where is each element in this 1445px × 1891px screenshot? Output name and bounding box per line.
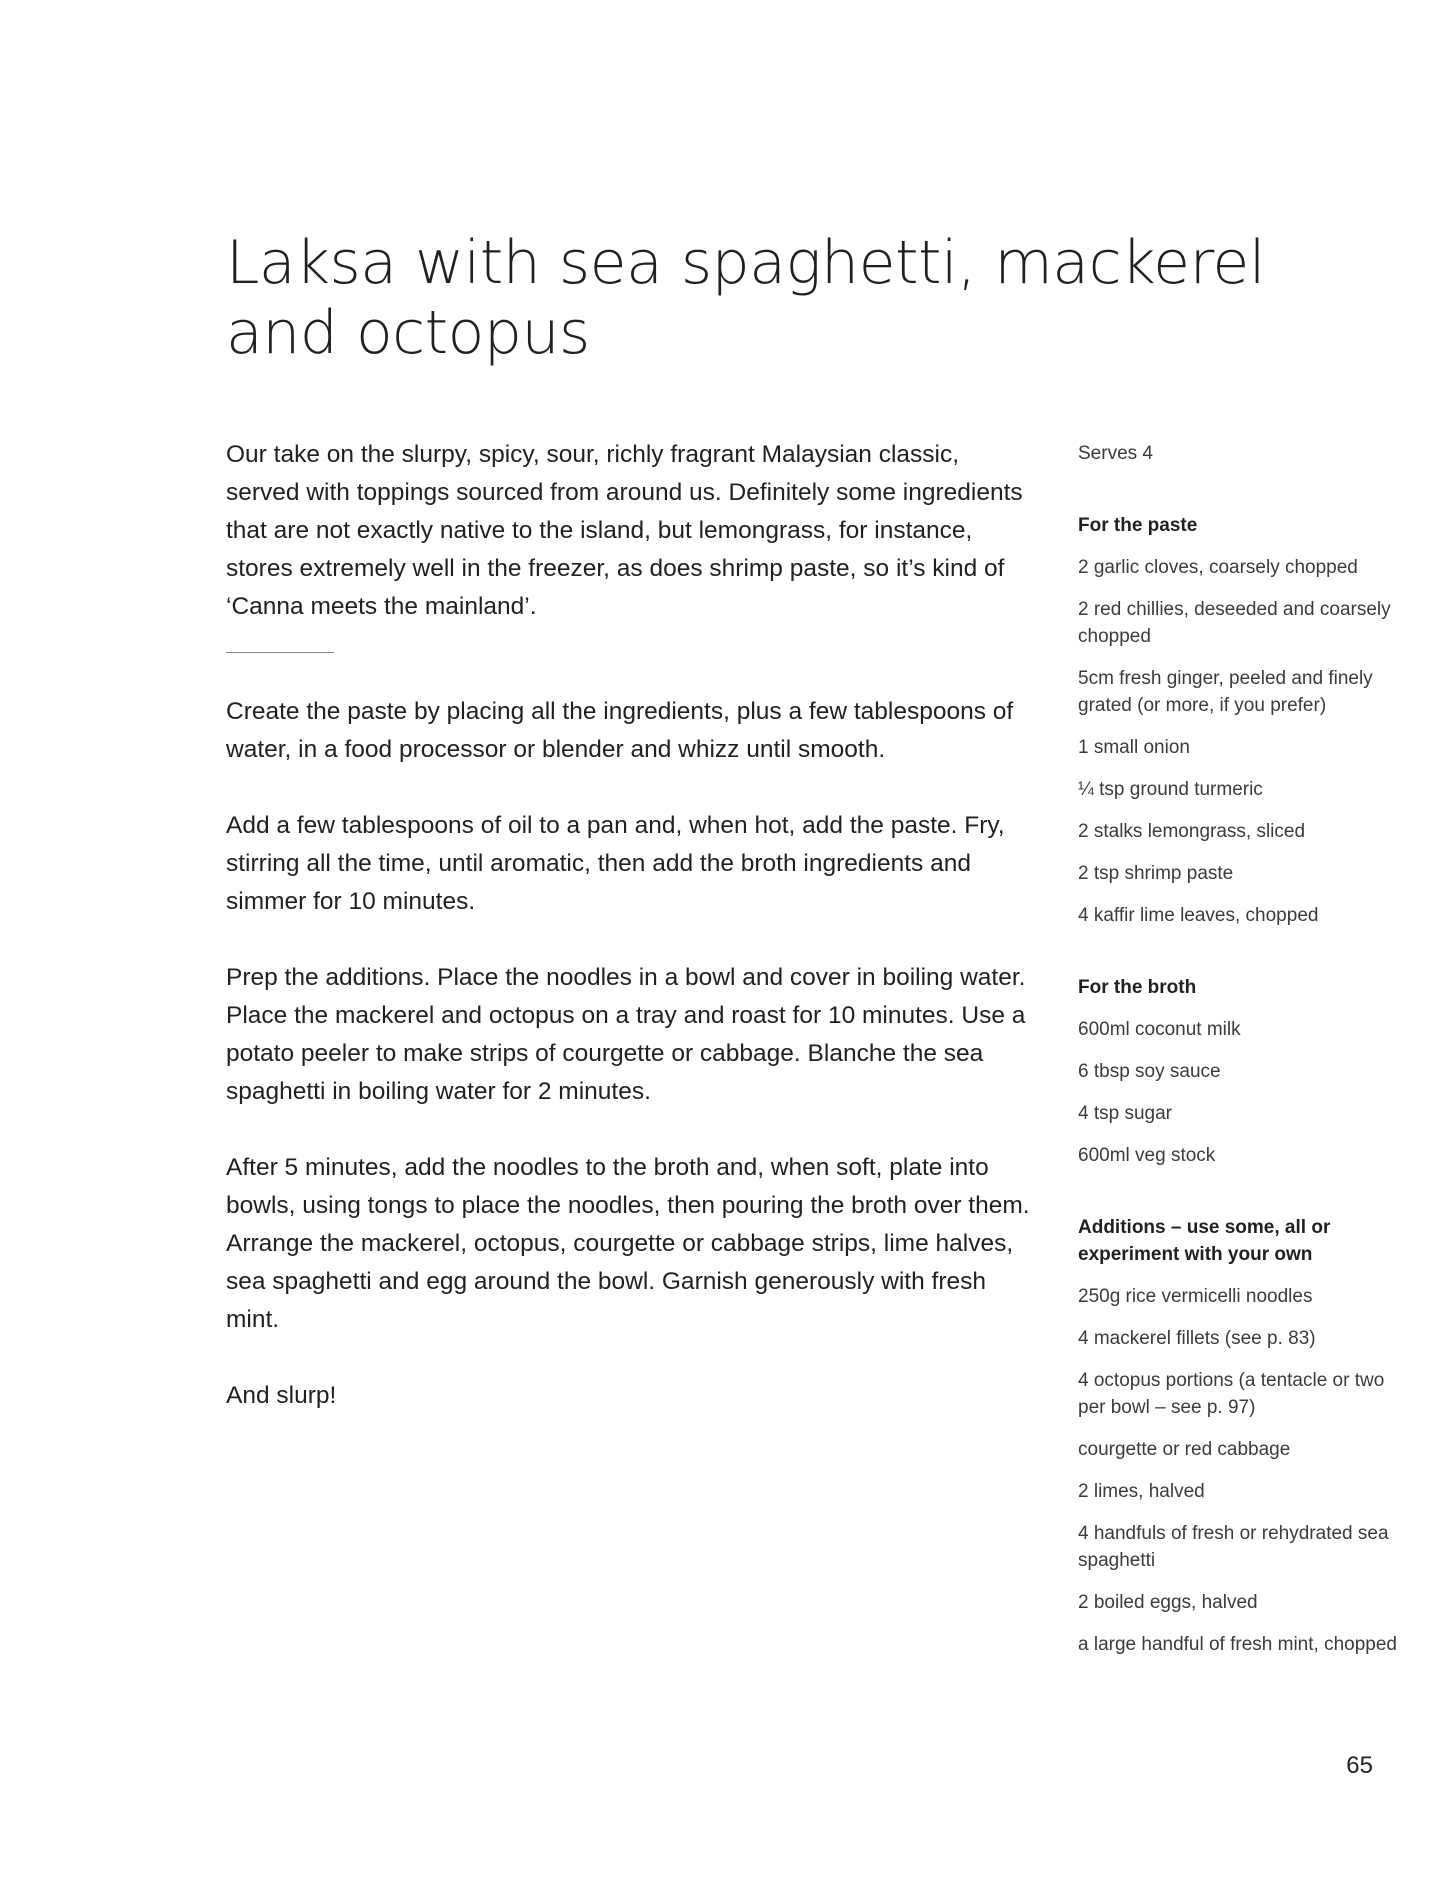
ingredient-item: 4 mackerel fillets (see p. 83) bbox=[1078, 1328, 1316, 1349]
serves-count: Serves 4 bbox=[1078, 443, 1153, 464]
ingredients-column bbox=[1078, 440, 1398, 1703]
additions-heading: Additions – use some, all or experiment with your own bbox=[1078, 1217, 1331, 1265]
intro-paragraph: Our take on the slurpy, spicy, sour, richly fragrant Malaysian classic, served with toppings sourced from around us. Definitely some ingredients that are not exactly native to the island, but lemongrass, for instance, stores extremely well in the freezer, as does shrimp paste, so it’s kind of ‘Canna meets the mainland’. bbox=[226, 441, 1023, 620]
method-step-3: Prep the additions. Place the noodles in a bowl and cover in boiling water. Place the mackerel and octopus on a tray and roast for 10 minutes. Use a potato peeler to make strips of courgette or cabbage. Blanche the sea spaghetti in boiling water for 2 minutes. bbox=[226, 964, 1026, 1105]
ingredient-item: 600ml coconut milk bbox=[1078, 1019, 1241, 1040]
ingredient-item: 4 kaffir lime leaves, chopped bbox=[1078, 905, 1319, 926]
recipe-title-line-2: and octopus bbox=[226, 298, 590, 368]
ingredient-item: 250g rice vermicelli noodles bbox=[1078, 1286, 1313, 1307]
ingredient-item: 2 garlic cloves, coarsely chopped bbox=[1078, 557, 1358, 578]
paste-ingredients bbox=[1078, 554, 1398, 929]
method-step-4: After 5 minutes, add the noodles to the broth and, when soft, plate into bowls, using tongs to place the noodles, then pouring the broth over them. Arrange the mackerel, octopus, courgette or cabbage strips, lime halves, sea spaghetti and egg around the bowl. Garnish generously with fresh mint. bbox=[226, 1154, 1030, 1333]
page-number: 65 bbox=[1346, 1752, 1373, 1779]
method-step-1: Create the paste by placing all the ingredients, plus a few tablespoons of water, in a food processor or blender and whizz until smooth. bbox=[226, 698, 1014, 763]
ingredient-item: courgette or red cabbage bbox=[1078, 1439, 1291, 1460]
ingredient-item: 5cm fresh ginger, peeled and finely grated (or more, if you prefer) bbox=[1078, 668, 1373, 716]
ingredient-item: 2 stalks lemongrass, sliced bbox=[1078, 821, 1306, 842]
ingredient-item: a large handful of fresh mint, chopped bbox=[1078, 1634, 1397, 1655]
method-column bbox=[226, 436, 1036, 1453]
method-step-2: Add a few tablespoons of oil to a pan and, when hot, add the paste. Fry, stirring all the time, until aromatic, then add the broth ingredients and simmer for 10 minutes. bbox=[226, 812, 1005, 915]
broth-ingredients bbox=[1078, 1016, 1398, 1169]
ingredient-item: 6 tbsp soy sauce bbox=[1078, 1061, 1221, 1082]
section-divider bbox=[226, 652, 334, 653]
broth-heading: For the broth bbox=[1078, 977, 1197, 998]
method-step-5: And slurp! bbox=[226, 1382, 337, 1409]
ingredient-item: 2 boiled eggs, halved bbox=[1078, 1592, 1258, 1613]
ingredient-item: 2 tsp shrimp paste bbox=[1078, 863, 1234, 884]
recipe-title-line-1: Laksa with sea spaghetti, mackerel bbox=[226, 228, 1266, 298]
additions-ingredients bbox=[1078, 1283, 1398, 1658]
ingredient-item: ¼ tsp ground turmeric bbox=[1078, 779, 1263, 800]
ingredient-item: 4 tsp sugar bbox=[1078, 1103, 1172, 1124]
paste-heading: For the paste bbox=[1078, 515, 1198, 536]
recipe-title bbox=[226, 228, 1286, 368]
ingredient-item: 4 handfuls of fresh or rehydrated sea spaghetti bbox=[1078, 1523, 1389, 1571]
ingredient-item: 4 octopus portions (a tentacle or two per bowl – see p. 97) bbox=[1078, 1370, 1385, 1418]
ingredient-item: 1 small onion bbox=[1078, 737, 1190, 758]
ingredient-item: 2 red chillies, deseeded and coarsely chopped bbox=[1078, 599, 1391, 647]
ingredient-item: 600ml veg stock bbox=[1078, 1145, 1216, 1166]
ingredient-item: 2 limes, halved bbox=[1078, 1481, 1205, 1502]
